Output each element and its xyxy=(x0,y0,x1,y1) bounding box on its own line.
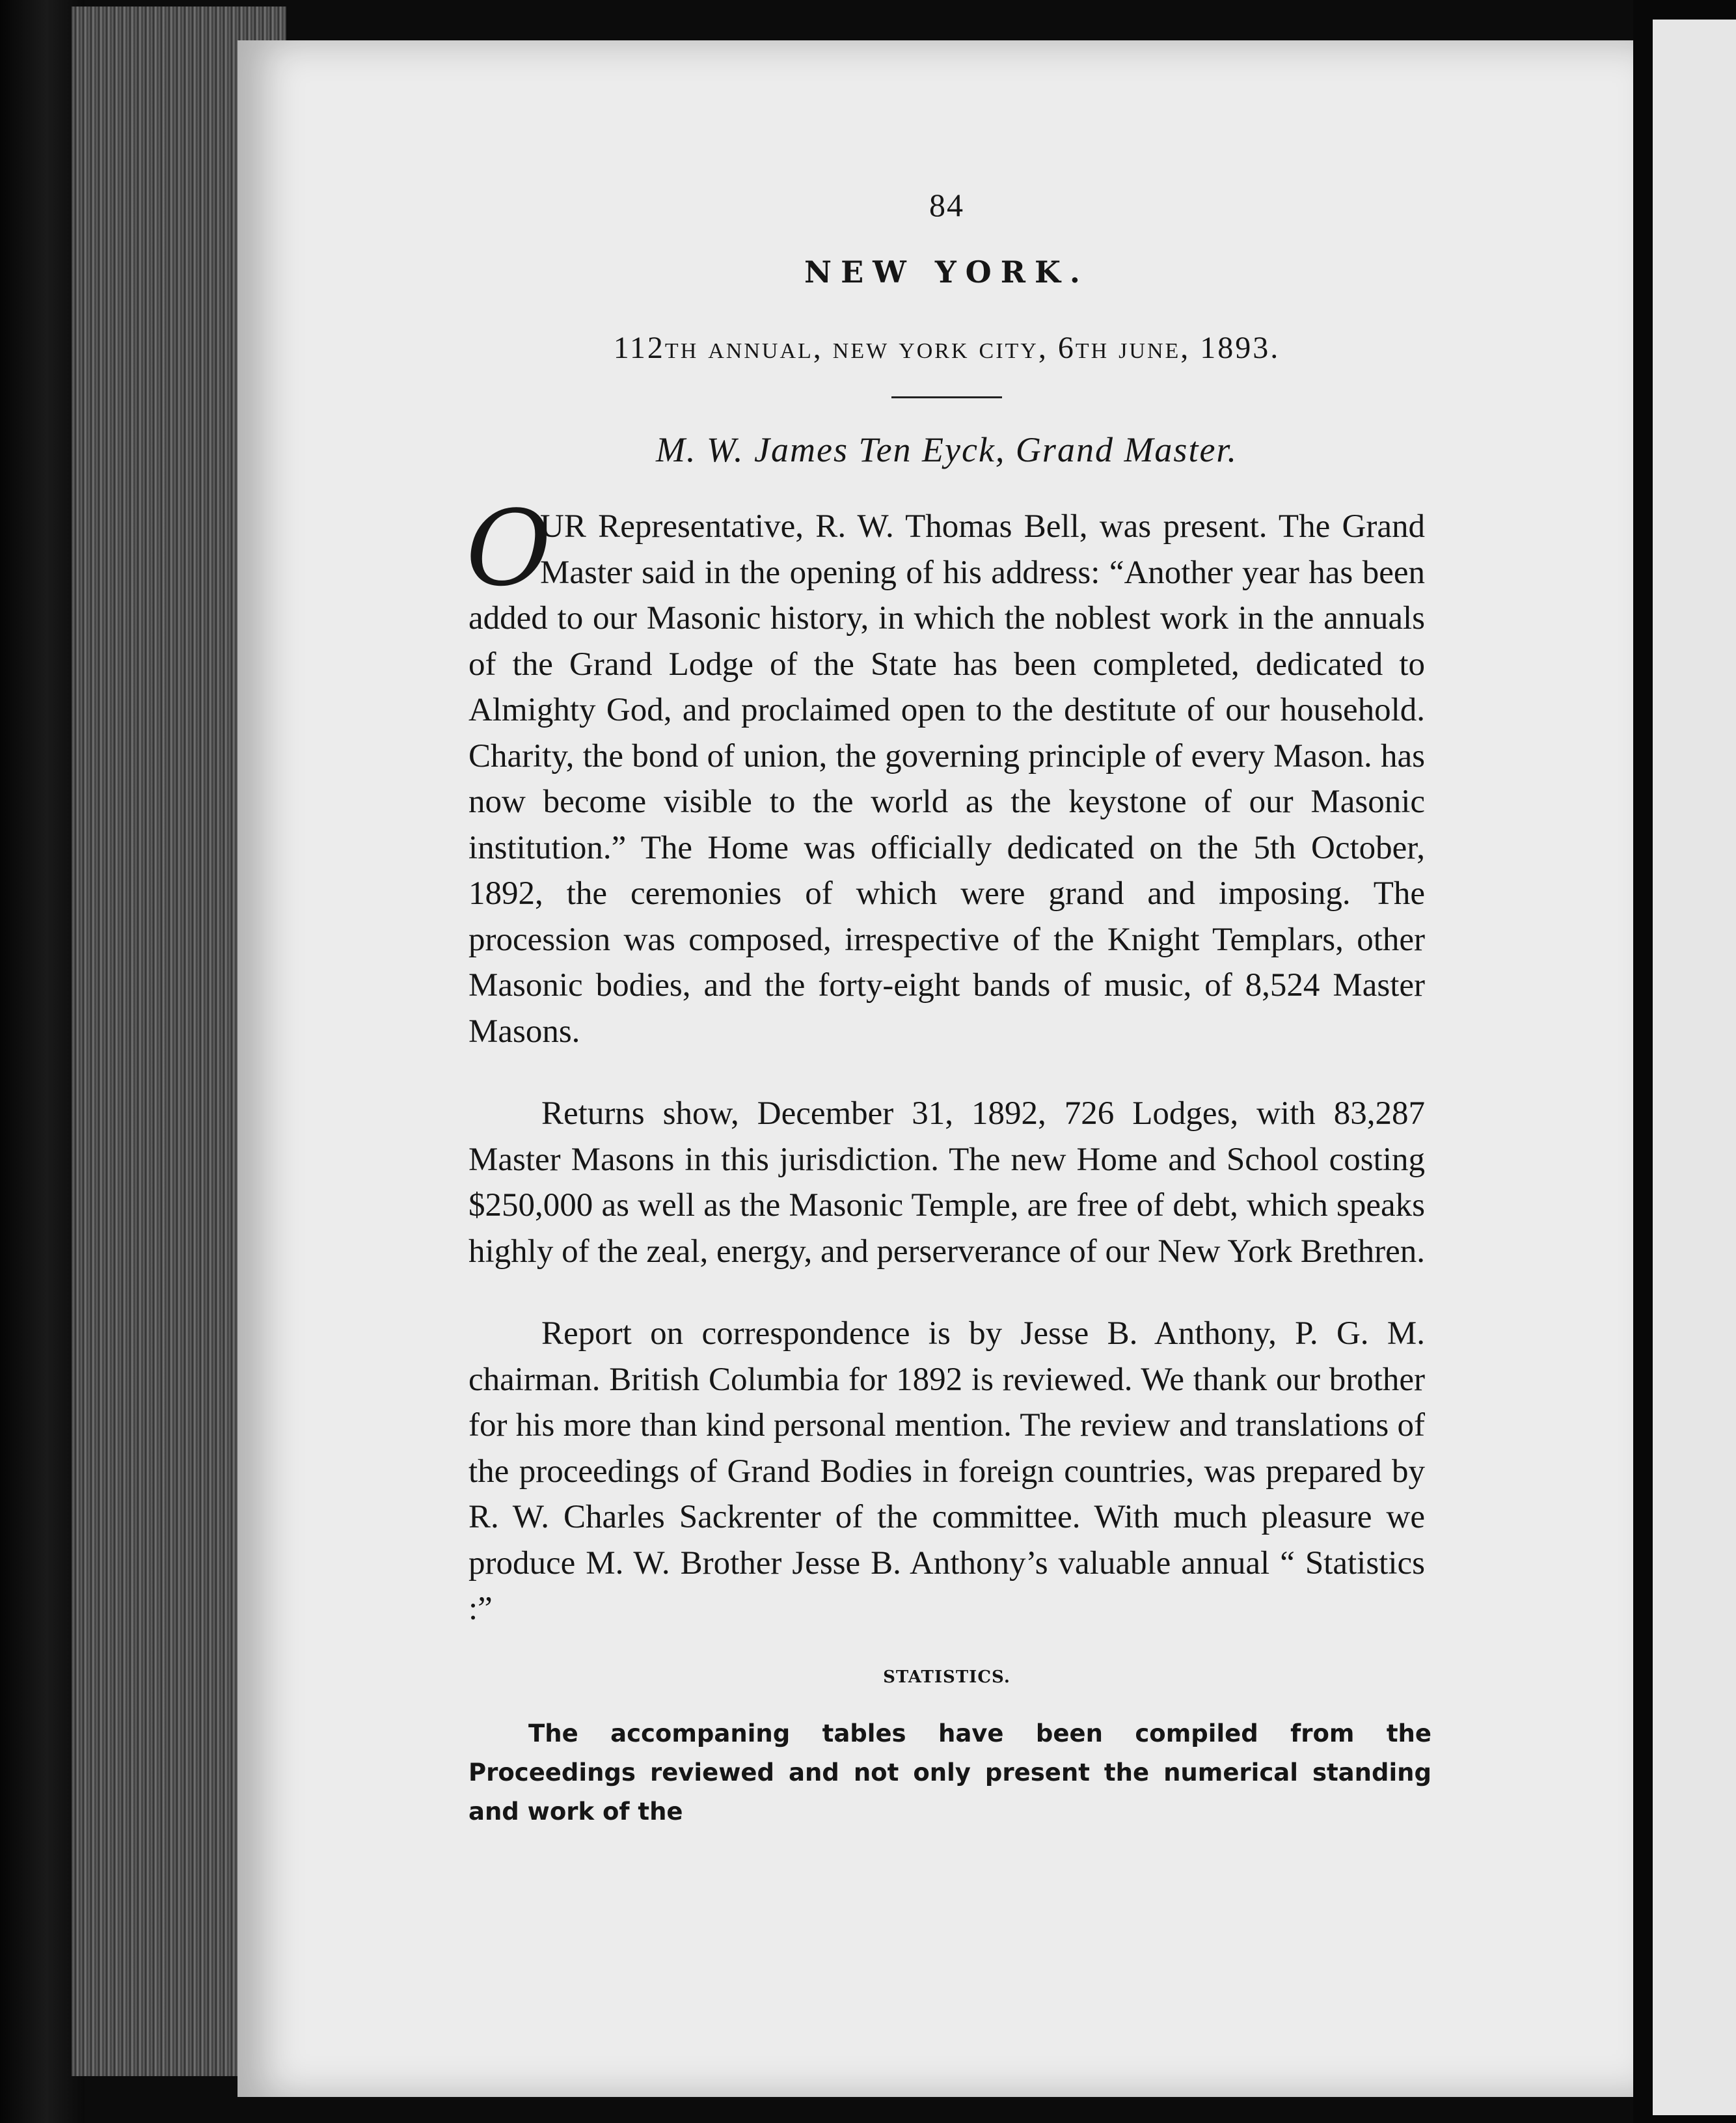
paragraph-returns: Returns show, December 31, 1892, 726 Lodges, with 83,287 Master Masons in this jurisdiction. The new Home and School costing $250,000 as well as the Masonic Temple, are free of debt, which speaks highly of the zeal, energy, and perserverance of our New York Brethren. xyxy=(468,1095,1425,1270)
grand-master-line: M. W. James Ten Eyck, Grand Master. xyxy=(656,430,1238,469)
paragraph-1-text: UR Representative, R. W. Thomas Bell, was present. The Grand Master said in the opening of his address: “Another year has been added to our Masonic history, in which the noblest work in the annuals of the Grand Lodge of the State has been completed, dedicated to Almighty God, and proclaimed open to the destitute of our household. Charity, the bond of union, the governing principle of every Mason. has now become visible to the world as the keystone of our Masonic institution.” The Home was officially dedicated on the 5th October, 1892, the ceremonies of which were grand and imposing. The procession was composed, irrespective of the Knight Templars, other Masonic bodies, and the forty-eight bands of music, of 8,524 Master Masons. xyxy=(468,508,1425,1050)
page-content xyxy=(466,187,1431,1831)
divider-rule xyxy=(891,396,1002,398)
paragraph-correspondence: Report on correspondence is by Jesse B. Anthony, P. G. M. chairman. British Columbia for 1892 is reviewed. We thank our brother for his more than kind personal mention. The review and translations of the proceedings of Grand Bodies in foreign countries, was prepared by R. W. Charles Sackrenter of the committee. With much pleasure we produce M. W. Brother Jesse B. Anthony’s valuable annual “ Statistics :” xyxy=(468,1315,1425,1627)
section-title: NEW YORK. xyxy=(804,254,1089,290)
statistics-paragraph: The accompaning tables have been compiled from the Proceedings reviewed and not only present the numerical standing and work of the xyxy=(468,1719,1431,1826)
drop-cap: O xyxy=(466,487,552,609)
paragraph-representative xyxy=(466,487,1425,1054)
page-number: 84 xyxy=(929,187,964,223)
adjacent-page-edge xyxy=(1653,20,1736,2115)
session-line: 112th annual, new york city, 6th june, 1893. xyxy=(613,331,1281,365)
statistics-heading: STATISTICS. xyxy=(883,1667,1010,1687)
